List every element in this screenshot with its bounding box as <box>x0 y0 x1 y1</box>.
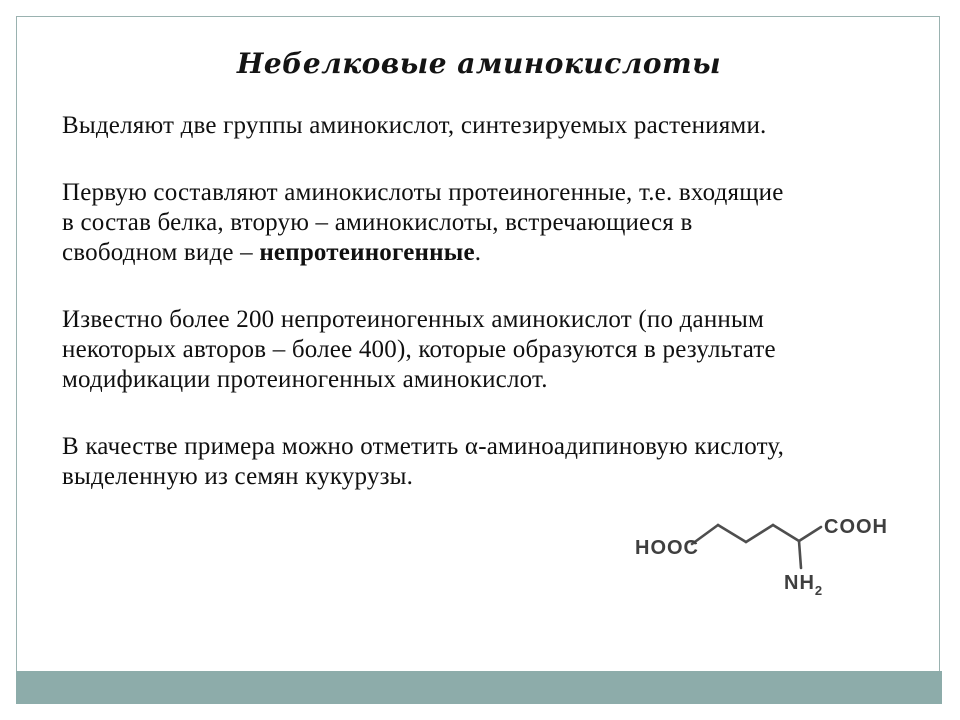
carbon-chain-bonds <box>692 525 821 568</box>
chemical-skeleton-svg <box>622 492 922 610</box>
paragraph-example <box>62 432 902 492</box>
paragraph-count <box>62 305 902 395</box>
bottom-accent-bar <box>16 671 942 704</box>
text-line: некоторых авторов – более 400), которые образуются в результате <box>62 336 776 363</box>
molecule-structure-image <box>622 492 922 610</box>
text-line: Известно более 200 непротеиногенных аминокислот (по данным <box>62 306 765 333</box>
left-carboxyl-label: HOOC <box>635 537 699 559</box>
text-line: модификации протеиногенных аминокислот. <box>62 366 548 393</box>
text-segment: . <box>474 239 482 266</box>
amine-label: $NH_2$ <box>784 572 824 598</box>
text-line: в состав белка, вторую – аминокислоты, встречающиеся в <box>62 209 693 236</box>
text-line: Первую составляют аминокислоты протеиногенные, т.е. входящие <box>62 179 784 206</box>
paragraph-intro <box>62 111 902 141</box>
paragraph-groups <box>62 178 902 268</box>
text-line: Выделяют две группы аминокислот, синтезируемых растениями. <box>62 112 767 139</box>
text-line <box>62 238 902 268</box>
text-line: В качестве примера можно отметить α-аминоадипиновую кислоту, <box>62 433 785 460</box>
slide-body-text <box>62 111 902 529</box>
emphasized-term: непротеиногенные <box>259 239 475 266</box>
text-line: выделенную из семян кукурузы. <box>62 463 414 490</box>
slide-title: Небелковые аминокислоты <box>236 47 722 80</box>
text-segment: свободном виде – <box>62 239 260 266</box>
right-carboxyl-label: COOH <box>824 516 888 538</box>
